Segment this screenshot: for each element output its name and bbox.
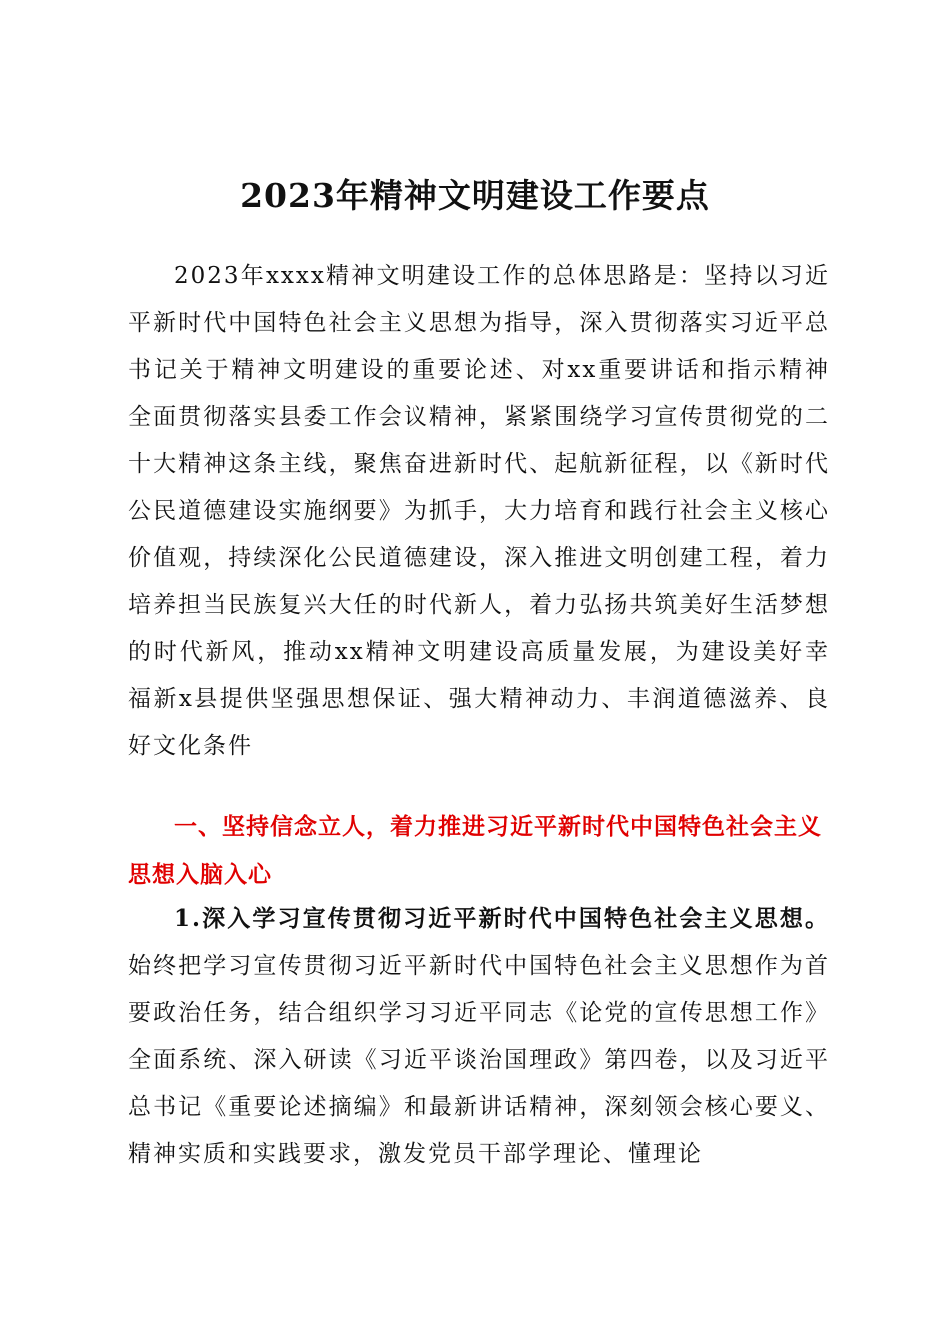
item-heading-1: 1.深入学习宣传贯彻习近平新时代中国特色社会主义思想。 <box>174 905 830 932</box>
item-paragraph-1 <box>128 895 830 1178</box>
section-heading-1: 一、坚持信念立人，着力推进习近平新时代中国特色社会主义思想入脑入心 <box>128 814 822 888</box>
item-text-1: 始终把学习宣传贯彻习近平新时代中国特色社会主义思想作为首要政治任务，结合组织学习习近平同志《论党的宣传思想工作》全面系统、深入研读《习近平谈治国理政》第四卷，以及习近平总书记《重要论述摘编》和最新讲话精神，深刻领会核心要义、精神实质和实践要求，激发党员干部学理论、懂理论 <box>128 953 830 1167</box>
intro-paragraph: 2023年xxxx精神文明建设工作的总体思路是：坚持以习近平新时代中国特色社会主义思想为指导，深入贯彻落实习近平总书记关于精神文明建设的重要论述、对xx重要讲话和指示精神全面贯彻落实县委工作会议精神，紧紧围绕学习宣传贯彻党的二十大精神这条主线，聚焦奋进新时代、起航新征程，以《新时代公民道德建设实施纲要》为抓手，大力培育和践行社会主义核心价值观，持续深化公民道德建设，深入推进文明创建工程，着力培养担当民族复兴大任的时代新人，着力弘扬共筑美好生活梦想的时代新风，推动xx精神文明建设高质量发展，为建设美好幸福新x县提供坚强思想保证、强大精神动力、丰润道德滋养、良好文化条件 <box>128 263 830 759</box>
document-title: 2023年精神文明建设工作要点 <box>240 176 710 215</box>
